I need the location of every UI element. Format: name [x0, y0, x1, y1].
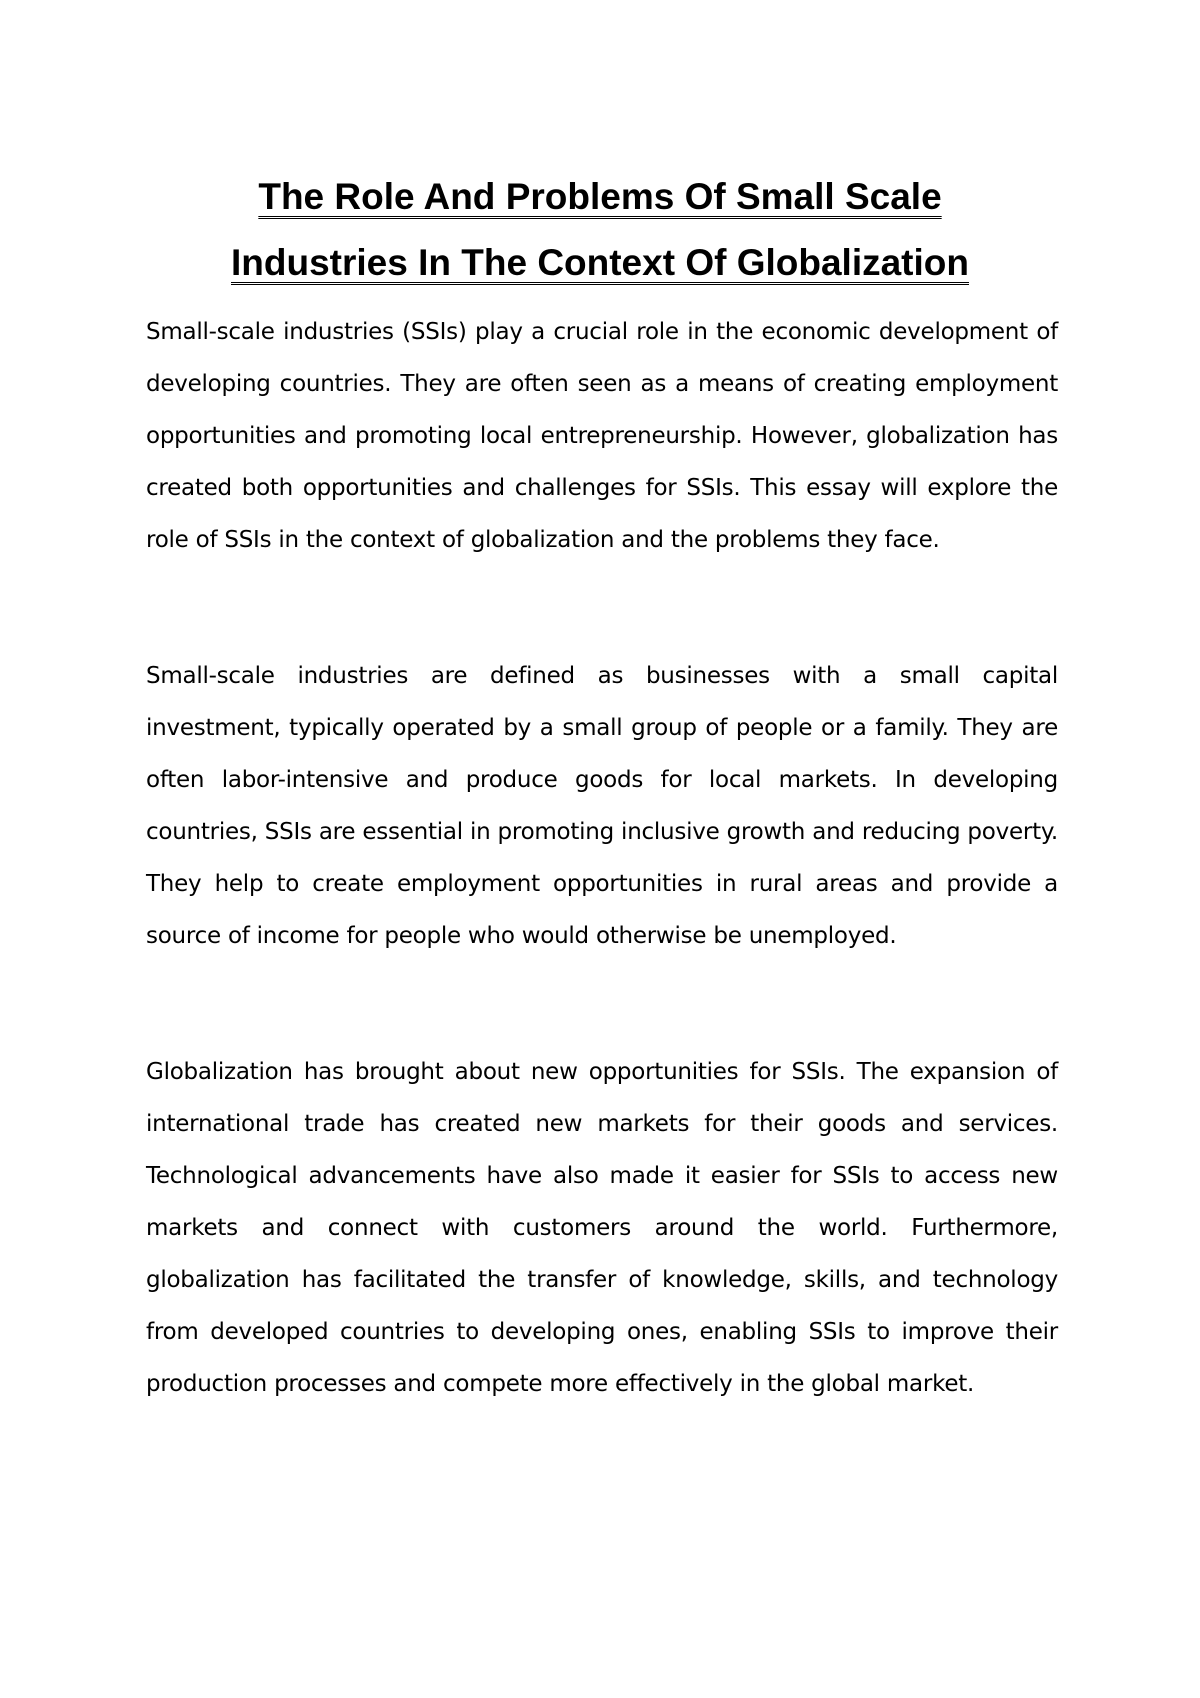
paragraph-2: Small-scale industries are defined as businesses with a small capital investment, typically operated by a small group of people or a family. They are often labor-intensive and produce goods for local markets. In developing countries, SSIs are essential in promoting inclusive growth and reducing poverty. They help to create employment opportunities in rural areas and provide a source of income for people who would otherwise be unemployed.: [146, 663, 1058, 949]
document-title: [140, 164, 1060, 296]
title-line-2-wrapper: [140, 230, 1060, 296]
paragraph-1: Small-scale industries (SSIs) play a crucial role in the economic development of developing countries. They are often seen as a means of creating employment opportunities and promoting local entrepreneurship. However, globalization has created both opportunities and challenges for SSIs. This essay will explore the role of SSIs in the context of globalization and the problems they face.: [146, 319, 1058, 553]
paragraph-3: Globalization has brought about new opportunities for SSIs. The expansion of international trade has created new markets for their goods and services. Technological advancements have also made it easier for SSIs to access new markets and connect with customers around the world. Furthermore, globalization has facilitated the transfer of knowledge, skills, and technology from developed countries to developing ones, enabling SSIs to improve their production processes and compete more effectively in the global market.: [146, 1059, 1058, 1397]
title-line-1-wrapper: [140, 164, 1060, 230]
title-line-2: Industries In The Context Of Globalization: [231, 242, 969, 283]
title-line-1: The Role And Problems Of Small Scale: [258, 176, 942, 217]
